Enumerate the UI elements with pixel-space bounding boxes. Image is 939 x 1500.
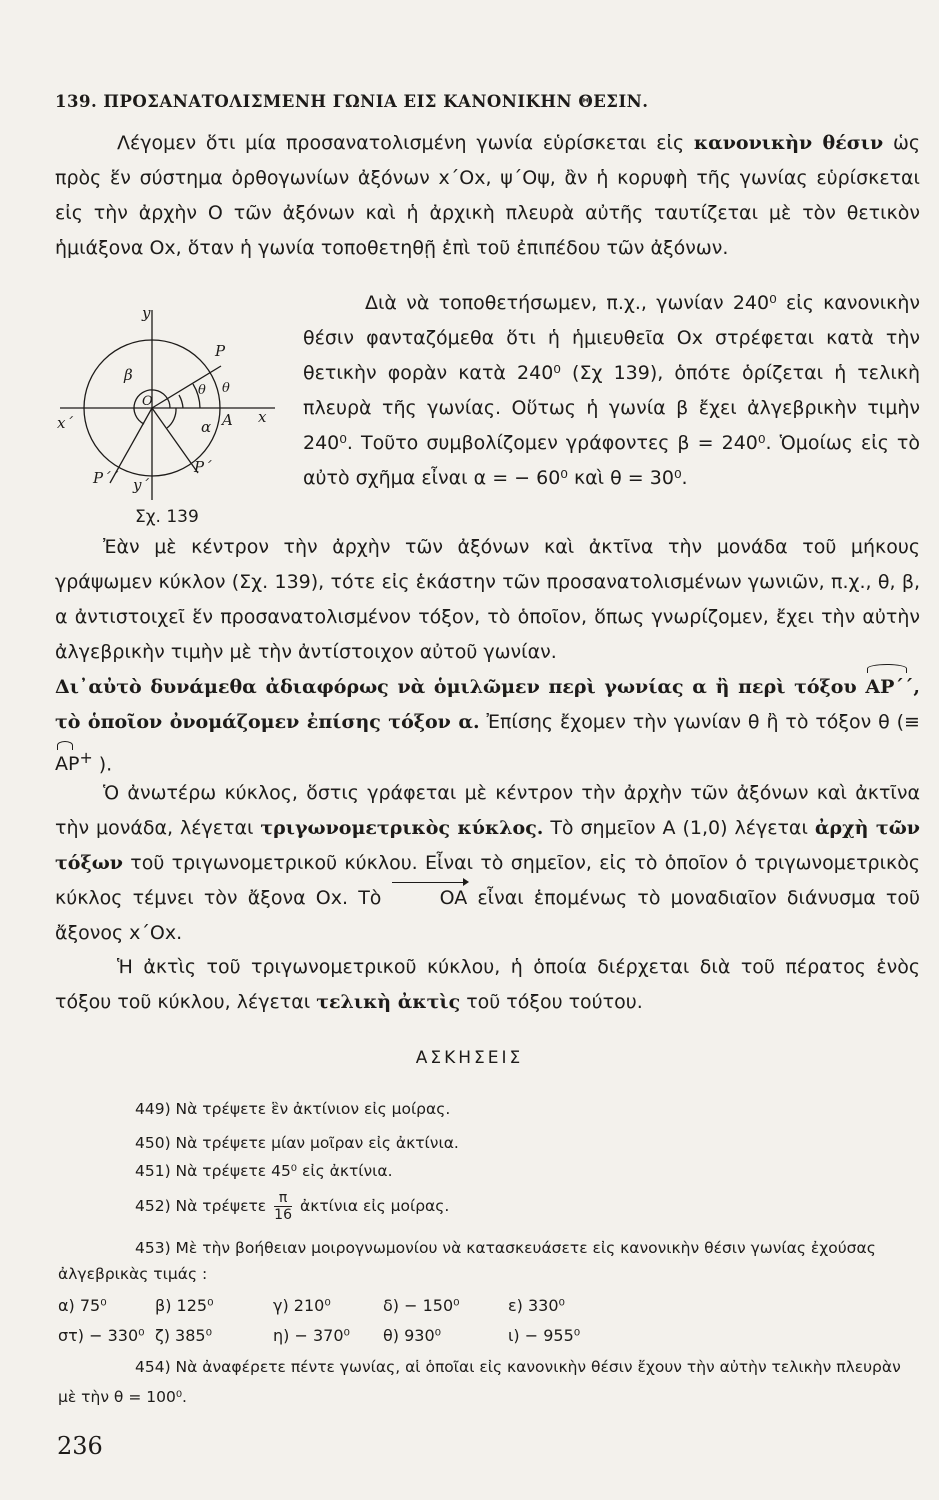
value-c: γ) 210⁰ <box>273 1296 331 1315</box>
label-y: y <box>142 304 151 322</box>
term-trig-circle: τριγωνομετρικὸς κύκλος. <box>260 817 544 839</box>
exercises-heading: ΑΣΚΗΣΕΙΣ <box>415 1048 524 1068</box>
ray-OP <box>152 366 221 408</box>
label-theta-2: θ <box>222 381 230 396</box>
label-x: x <box>258 408 267 426</box>
p4-text-3: τοῦ τριγωνομετρικοῦ κύκλου. Εἶναι τὸ σημεῖον, εἰς τὸ ὁποῖον ὁ τριγωνομετρικὸς κύκλος τέμνει τὸν ἄξονα Ox. Τὸ <box>55 852 920 909</box>
paragraph-3 <box>55 670 920 782</box>
paragraph-5 <box>55 950 920 1020</box>
value-h: η) − 370⁰ <box>273 1326 350 1345</box>
value-f: στ) − 330⁰ <box>58 1326 145 1345</box>
exercise-452 <box>135 1190 449 1223</box>
label-x-prime: x΄ <box>57 414 73 432</box>
fraction-numerator: π <box>274 1190 292 1207</box>
fraction-denominator: 16 <box>274 1207 292 1223</box>
p4-text-1: Ὁ ἀνωτέρω κύκλος, ὅστις γράφεται μὲ κέντρον τὴν ἀρχὴν τῶν ἀξόνων καὶ ἀκτῖνα τὴν μονάδα, λέγεται <box>55 782 920 839</box>
value-j: ι) − 955⁰ <box>508 1326 581 1345</box>
p4-text-4: εἶναι ἑπομένως τὸ μοναδιαῖον διάνυσμα τοῦ ἄξονος x΄Ox. <box>55 887 920 944</box>
label-y-prime: y΄ <box>133 476 149 494</box>
label-P-prime: P΄ <box>194 458 212 476</box>
paragraph-4 <box>55 776 920 951</box>
arc-AP: AP <box>55 747 79 782</box>
value-g: ζ) 385⁰ <box>155 1326 212 1345</box>
p3-bold-2: , τὸ ὁποῖον ὀνομάζομεν ἐπίσης τόξον α. <box>55 676 920 733</box>
value-d: δ) − 150⁰ <box>383 1296 460 1315</box>
value-i: θ) 930⁰ <box>383 1326 442 1345</box>
vector-OA: OA <box>392 881 468 916</box>
term-arc-origin: ἀρχὴ τῶν τόξων <box>55 817 920 874</box>
value-b: β) 125⁰ <box>155 1296 214 1315</box>
p3-text-2: ). <box>92 753 113 776</box>
label-O: O <box>142 394 153 409</box>
label-alpha: α <box>201 418 212 436</box>
e452-prefix: 452) Νὰ τρέψετε <box>135 1197 267 1215</box>
p3-bold-1: Δι᾽αὐτὸ δυνάμεθα ἀδιαφόρως νὰ ὁμιλῶμεν περὶ γωνίας α ἢ περὶ τόξου <box>55 676 866 698</box>
page-number: 236 <box>57 1432 103 1460</box>
term-final-radius: τελικὴ ἀκτὶς <box>316 991 461 1013</box>
paragraph-2: Ἐὰν μὲ κέντρον τὴν ἀρχὴν τῶν ἀξόνων καὶ ἀκτῖνα τὴν μονάδα τοῦ μήκους γράψωμεν κύκλον (Σχ. 139), τότε εἰς ἑκάστην τῶν προσανατολισμένων γωνιῶν, π.χ., θ, β, α ἀντιστοιχεῖ ἕν προσανατολισμένον τόξον, τὸ ὁποῖον, ὅπως γνωρίζομεν, ἔχει τὴν αὐτὴν ἀλγεβρικὴν τιμὴν μὲ τὴν ἀντίστοιχον αὐτοῦ γωνίαν. <box>55 536 920 663</box>
arc-theta-inner <box>179 395 183 408</box>
label-beta: β <box>124 366 133 384</box>
figure-139 <box>55 300 295 530</box>
figure-caption: Σχ. 139 <box>135 507 199 527</box>
exercise-454: 454) Νὰ ἀναφέρετε πέντε γωνίας, αἱ ὁποῖαι εἰς κανονικὴν θέσιν ἔχουν τὴν αὐτὴν τελικὴν πλευρὰν μὲ τὴν θ = 100⁰. <box>58 1358 901 1406</box>
intro-text-1: Λέγομεν ὅτι μία προσανατολισμένη γωνία εὑρίσκεται εἰς <box>117 132 694 154</box>
label-A: A <box>222 411 233 429</box>
label-P-dprime: P΄΄ <box>93 469 119 487</box>
exercise-450: 450) Νὰ τρέψετε μίαν μοῖραν εἰς ἀκτίνια. <box>135 1134 459 1152</box>
e452-suffix: ἀκτίνια εἰς μοίρας. <box>300 1197 450 1215</box>
side-paragraph: Διὰ νὰ τοποθετήσωμεν, π.χ., γωνίαν 240⁰ εἰς κανονικὴν θέσιν φανταζόμεθα ὅτι ἡ ἡμιευθεῖα Ox στρέφεται κατὰ τὴν θετικὴν φορὰν κατὰ 240⁰ (Σχ 139), ὁπότε ὁρίζεται ἡ τελικὴ πλευρὰ τῆς γωνίας. Οὕτως ἡ γωνία β ἔχει ἀλγεβρικὴν τιμὴν 240⁰. Τοῦτο συμβολίζομεν γράφοντες β = 240⁰. Ὁμοίως εἰς τὸ αὐτὸ σχῆμα εἶναι α = − 60⁰ καὶ θ = 30⁰. <box>303 292 920 489</box>
section-heading: 139. ΠΡΟΣΑΝΑΤΟΛΙΣΜΕΝΗ ΓΩΝΙΑ ΕΙΣ ΚΑΝΟΝΙΚΗΝ ΘΕΣΙΝ. <box>55 92 649 111</box>
label-theta: θ <box>198 383 206 398</box>
p4-text-2: Τὸ σημεῖον A (1,0) λέγεται <box>543 817 815 839</box>
intro-text-2: ὡς πρὸς ἕν σύστημα ὀρθογωνίων ἀξόνων x΄Ox, ψ΄Oψ, ἂν ἡ κορυφὴ τῆς γωνίας εὑρίσκεται εἰς τὴν ἀρχὴν O τῶν ἀξόνων καὶ ἡ ἀρχικὴ πλευρὰ αὐτῆς ταυτίζεται μὲ τὸν θετικὸν ἡμιάξονα Ox, ὅταν ἡ γωνία τοποθετηθῇ ἐπὶ τοῦ ἐπιπέδου τῶν ἀξόνων. <box>55 132 921 259</box>
value-a: α) 75⁰ <box>58 1296 107 1315</box>
intro-paragraph <box>55 126 920 266</box>
p3-text-1: Ἐπίσης ἔχομεν τὴν γωνίαν θ ἢ τὸ τόξον θ (≡ <box>479 711 920 733</box>
p5-text-1: Ἡ ἀκτὶς τοῦ τριγωνομετρικοῦ κύκλου, ἡ ὁποία διέρχεται διὰ τοῦ πέρατος ἑνὸς τόξου τοῦ κύκλου, λέγεται <box>55 956 920 1013</box>
fraction-pi-16 <box>274 1190 292 1223</box>
arc-sup-plus: + <box>79 748 93 767</box>
exercise-453: 453) Μὲ τὴν βοήθειαν μοιρογνωμονίου νὰ κατασκευάσετε εἰς κανονικὴν θέσιν γωνίας ἐχούσας ἀλγεβρικὰς τιμάς : <box>58 1239 876 1283</box>
arc-AP-dprime: AP΄΄ <box>865 670 913 705</box>
label-P: P <box>215 342 226 360</box>
p5-text-2: τοῦ τόξου τούτου. <box>460 991 643 1013</box>
arc-alpha <box>167 408 176 428</box>
term-canonical-position: κανονικὴν θέσιν <box>693 132 884 154</box>
exercise-451: 451) Νὰ τρέψετε 45⁰ εἰς ἀκτίνια. <box>135 1162 393 1180</box>
value-e: ε) 330⁰ <box>508 1296 565 1315</box>
exercise-449: 449) Νὰ τρέψετε ἓν ἀκτίνιον εἰς μοίρας. <box>135 1100 451 1118</box>
